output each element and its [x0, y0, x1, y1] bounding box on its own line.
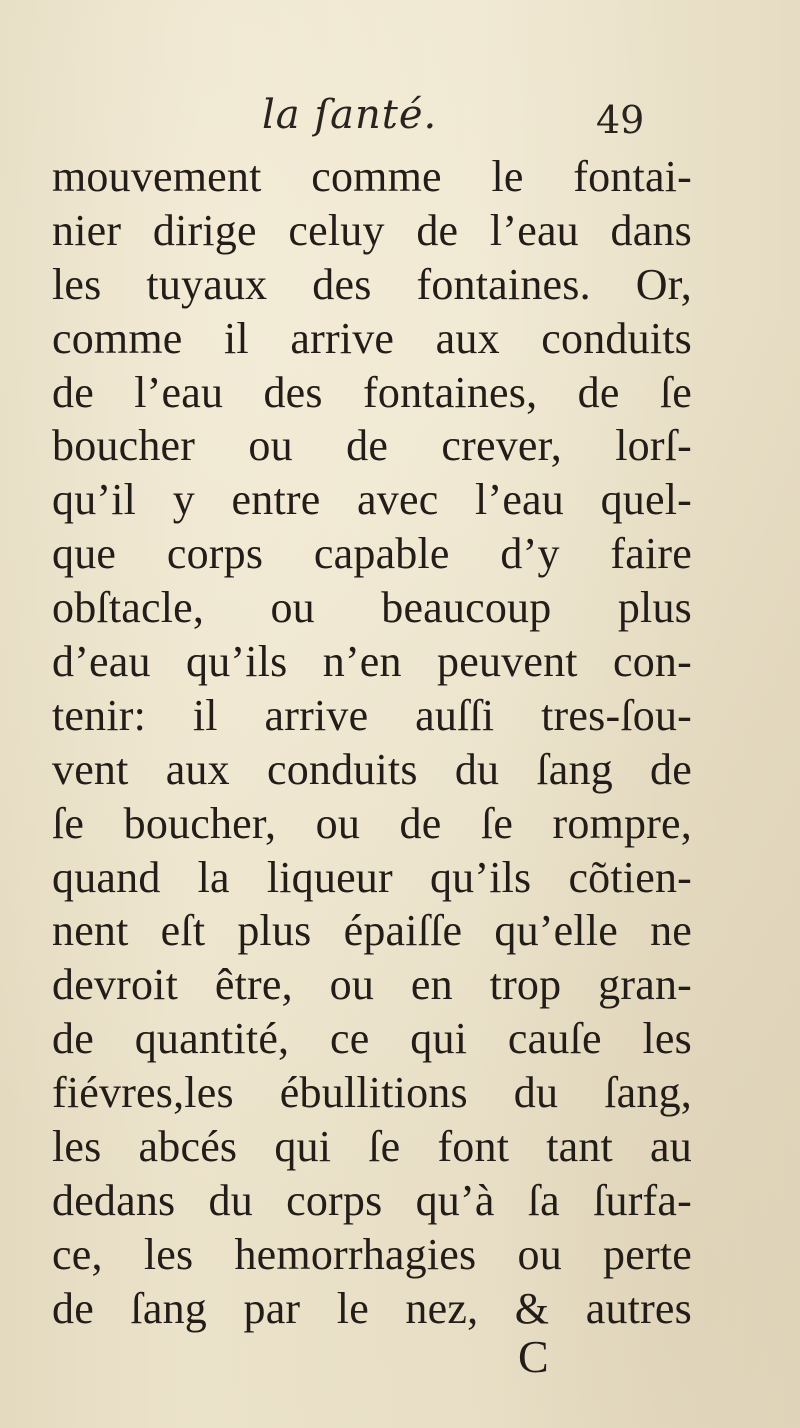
- text-line: ce, les hemorrhagies ou perte: [52, 1229, 692, 1279]
- text-line: nent eſt plus épaiſſe qu’elle ne: [52, 906, 692, 956]
- text-line: fiévres,les ébullitions du ſang,: [52, 1068, 692, 1118]
- text-line: ſe boucher, ou de ſe rompre,: [52, 798, 692, 848]
- signature-mark: C: [518, 1331, 549, 1382]
- body-text: [52, 150, 692, 1336]
- text-line: vent aux conduits du ſang de: [52, 744, 692, 794]
- text-line: quand la liqueur qu’ils cõtien-: [52, 852, 692, 902]
- text-line: qu’il y entre avec l’eau quel-: [52, 475, 692, 525]
- running-head: la ſanté.: [262, 92, 438, 138]
- text-line: les tuyaux des fontaines. Or,: [52, 259, 692, 309]
- text-line: de l’eau des fontaines, de ſe: [52, 367, 692, 417]
- text-line: mouvement comme le fontai-: [52, 152, 692, 201]
- page-number: 49: [596, 98, 645, 142]
- text-line: comme il arrive aux conduits: [52, 313, 692, 363]
- text-line: que corps capable d’y faire: [52, 529, 692, 579]
- page-header: [0, 92, 800, 152]
- text-line: nier dirige celuy de l’eau dans: [52, 205, 692, 255]
- text-line: d’eau qu’ils n’en peuvent con-: [52, 637, 692, 687]
- text-line: de quantité, ce qui cauſe les: [52, 1014, 692, 1064]
- text-line: boucher ou de crever, lorſ-: [52, 421, 692, 471]
- text-line: de ſang par le nez, & autres: [52, 1283, 692, 1333]
- text-line: devroit être, ou en trop gran-: [52, 960, 692, 1010]
- text-line: tenir: il arrive auſſi tres-ſou-: [52, 690, 692, 740]
- text-line: les abcés qui ſe font tant au: [52, 1122, 692, 1172]
- text-line: dedans du corps qu’à ſa ſurfa-: [52, 1175, 692, 1225]
- text-line: obſtacle, ou beaucoup plus: [52, 583, 692, 633]
